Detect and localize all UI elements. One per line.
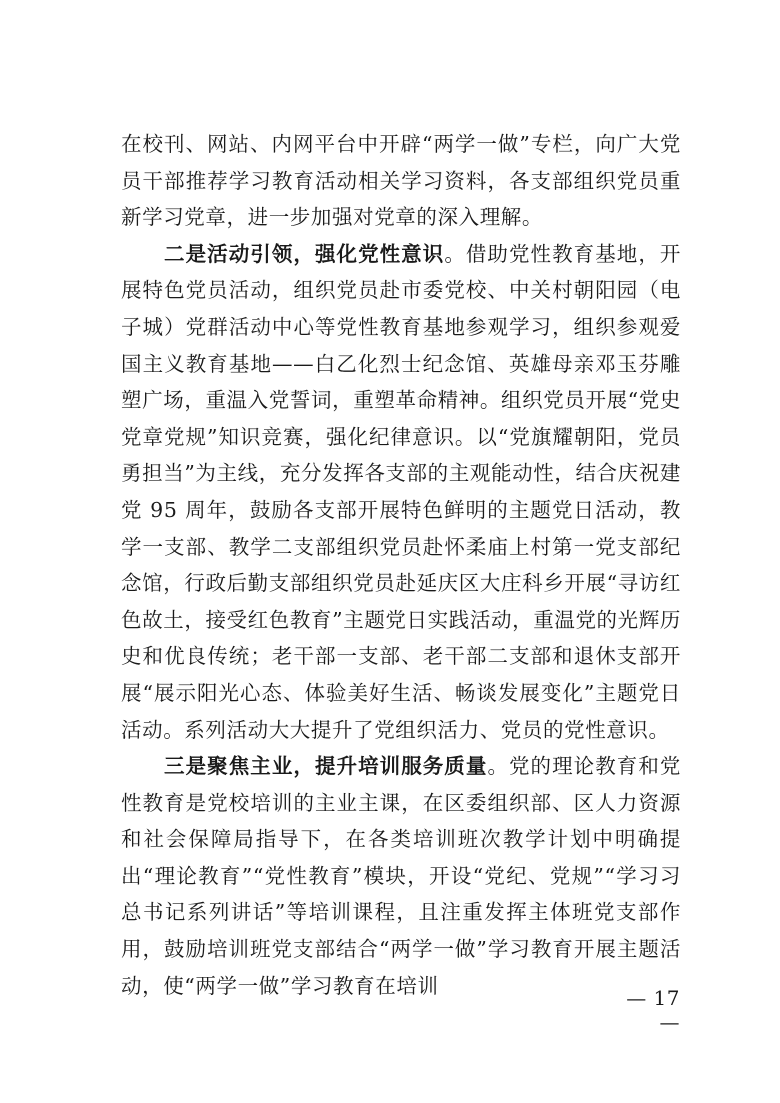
- paragraph-heading: 二是活动引领，强化党性意识: [164, 241, 445, 266]
- paragraph-training-quality: [121, 748, 681, 1004]
- paragraph-text: 。党的理论教育和党性教育是党校培训的主业主课，在区委组织部、区人力资源和社会保障局指导下，在各类培训班次教学计划中明确提出“理论教育”“党性教育”模块，开设“党纪、党规”“学习习总书记系列讲话”等培训课程，且注重发挥主体班党支部作用，鼓励培训班党支部结合“两学一做”学习教育开展主题活动，使“两学一做”学习教育在培训: [121, 754, 682, 998]
- page-number: — 17 —: [626, 986, 680, 1034]
- paragraph-text: 在校刊、网站、内网平台中开辟“两学一做”专栏，向广大党员干部推荐学习教育活动相关学习资料，各支部组织党员重新学习党章，进一步加强对党章的深入理解。: [121, 132, 681, 230]
- paragraph-activity-guidance: [121, 236, 681, 748]
- paragraph-continuation: [121, 126, 681, 236]
- document-body: [121, 126, 681, 1004]
- paragraph-heading: 三是聚焦主业，提升培训服务质量: [164, 754, 488, 779]
- paragraph-text: 。借助党性教育基地，开展特色党员活动，组织党员赴市委党校、中关村朝阳园（电子城）党群活动中心等党性教育基地参观学习，组织参观爱国主义教育基地——白乙化烈士纪念馆、英雄母亲邓玉芬雕塑广场，重温入党誓词，重塑革命精神。组织党员开展“党史党章党规”知识竞赛，强化纪律意识。以“党旗耀朝阳，党员勇担当”为主线，充分发挥各支部的主观能动性，结合庆祝建党 95 周年，鼓励各支部开展特色鲜明的主题党日活动，教学一支部、教学二支部组织党员赴怀柔庙上村第一党支部纪念馆，行政后勤支部组织党员赴延庆区大庄科乡开展“寻访红色故土，接受红色教育”主题党日实践活动，重温党的光辉历史和优良传统；老干部一支部、老干部二支部和退休支部开展“展示阳光心态、体验美好生活、畅谈发展变化”主题党日活动。系列活动大大提升了党组织活力、党员的党性意识。: [121, 241, 681, 742]
